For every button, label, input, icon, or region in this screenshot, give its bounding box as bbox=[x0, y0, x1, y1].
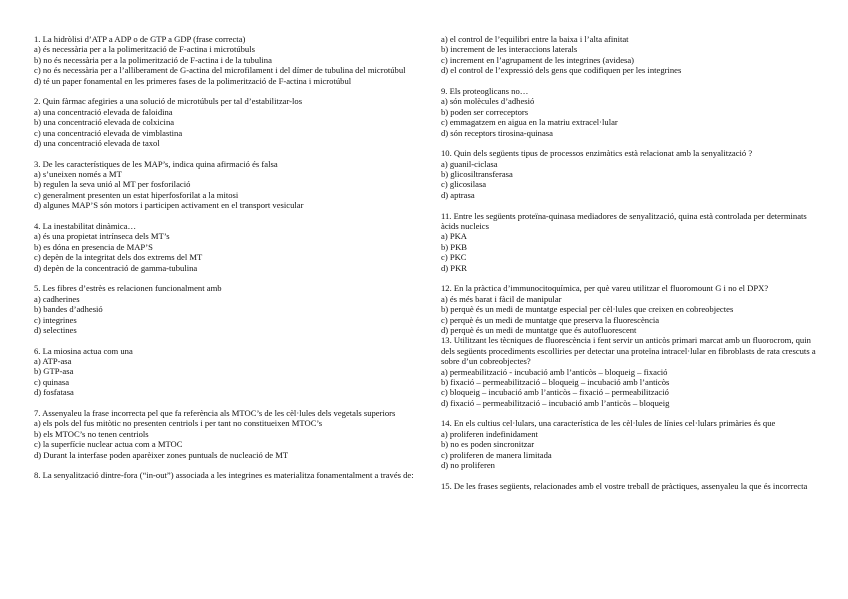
answer-option: d) Durant la interfase poden aparèixer zones puntuals de nucleació de MT bbox=[34, 449, 289, 460]
question-block bbox=[34, 221, 424, 273]
answer-option: c) glicosilasa bbox=[441, 179, 487, 190]
answer-option: d) fosfatasa bbox=[34, 387, 74, 398]
question-stem: 9. Els proteoglicans no… bbox=[441, 85, 529, 96]
question-block bbox=[441, 335, 819, 408]
answer-option: c) increment en l’agrupament de les integrines (avidesa) bbox=[441, 54, 635, 65]
question-stem: 8. La senyalització dintre-fora (“in-out”) associada a les integrines es materialitza fonamentalment a través de: bbox=[34, 470, 414, 481]
answer-option: b) fixació – permeabilització – bloqueig – incubació amb l’anticòs bbox=[441, 376, 670, 387]
answer-option: d) el control de l’expressió dels gens que codifiquen per les integrines bbox=[441, 65, 682, 76]
answer-option: c) perquè és un medi de muntatge que preserva la fluorescència bbox=[441, 314, 660, 325]
answer-option: d) PKR bbox=[441, 262, 468, 273]
question-block bbox=[34, 96, 424, 148]
answer-option: c) depèn de la integritat dels dos extrems del MT bbox=[34, 252, 203, 263]
question-stem: 2. Quin fàrmac afegiries a una solució de microtúbuls per tal d’estabilitzar-los bbox=[34, 96, 303, 107]
answer-option: b) regulen la seva unió al MT per fosforilació bbox=[34, 179, 191, 190]
answer-option: b) els MTOC’s no tenen centriols bbox=[34, 428, 149, 439]
answer-option: a) permeabilització - incubació amb l’anticòs – bloqueig – fixació bbox=[441, 366, 668, 377]
answer-option: d) selectines bbox=[34, 324, 77, 335]
answer-option: a) ATP-asa bbox=[34, 356, 72, 367]
question-block bbox=[441, 283, 819, 335]
question-stem: 6. La miosina actua com una bbox=[34, 345, 133, 356]
question-block bbox=[441, 34, 819, 76]
answer-option: c) emmagatzem en aigua en la matriu extracel·lular bbox=[441, 117, 618, 128]
answer-option: b) glicosiltransferasa bbox=[441, 169, 513, 180]
answer-option: d) no proliferen bbox=[441, 460, 495, 471]
question-stem: 1. La hidròlisi d’ATP a ADP o de GTP a GDP (frase correcta) bbox=[34, 34, 246, 44]
answer-option: b) bandes d’adhesió bbox=[34, 304, 103, 315]
answer-option: a) els pols del fus mitòtic no presenten centriols i per tant no constitueixen MTOC’s bbox=[34, 418, 323, 429]
answer-option: d) una concentració elevada de taxol bbox=[34, 137, 160, 148]
question-block bbox=[441, 418, 819, 470]
question-stem: 13. Utilitzant les tècniques de fluorescència i fent servir un anticòs primari marcat amb un fluorocrom, quin dels següents procediments escolliries per detectar una proteïna intracel·lular en fibroblasts de rata crescuts a sobre d’un cobreobjectes? bbox=[441, 335, 816, 367]
question-block bbox=[34, 408, 424, 460]
answer-option: a) s’uneixen només a MT bbox=[34, 169, 122, 180]
question-block bbox=[34, 346, 424, 398]
answer-option: b) es dóna en presencia de MAP’S bbox=[34, 241, 153, 252]
answer-option: d) algunes MAP’S són motors i participen activament en el transport vesicular bbox=[34, 200, 304, 211]
question-block bbox=[34, 159, 424, 211]
question-stem: 4. La inestabilitat dinàmica… bbox=[34, 220, 137, 231]
answer-option: b) GTP-asa bbox=[34, 366, 74, 377]
answer-option: c) no és necessària per a l’alliberament de G-actina del microfilament i del dímer de tubulina del microtúbul bbox=[34, 65, 406, 76]
answer-option: c) la superfície nuclear actua com a MTOC bbox=[34, 439, 183, 450]
answer-option: b) increment de les interaccions laterals bbox=[441, 44, 578, 55]
answer-option: a) PKA bbox=[441, 231, 468, 242]
answer-option: b) no és necessària per a la polimerització de F-actina i de la tubulina bbox=[34, 54, 272, 65]
question-block bbox=[441, 148, 819, 200]
answer-option: b) no es poden sincronitzar bbox=[441, 439, 535, 450]
answer-option: a) el control de l’equilibri entre la baixa i l’alta afinitat bbox=[441, 34, 629, 44]
answer-option: a) proliferen indefinidament bbox=[441, 428, 538, 439]
answer-option: d) són receptors tirosina-quinasa bbox=[441, 127, 553, 138]
question-stem: 15. De les frases següents, relacionades amb el vostre treball de pràctiques, assenyaleu la que és incorrecta bbox=[441, 480, 808, 491]
question-block bbox=[34, 470, 424, 480]
question-stem: 12. En la pràctica d’immunocitoquímica, per què vareu utilitzar el fluoromount G i no el DPX? bbox=[441, 283, 769, 294]
answer-option: a) guanil-ciclasa bbox=[441, 158, 498, 169]
answer-option: a) és una propietat intrínseca dels MT’s bbox=[34, 231, 170, 242]
question-stem: 5. Les fibres d’estrès es relacionen funcionalment amb bbox=[34, 283, 222, 294]
answer-option: c) quinasa bbox=[34, 376, 70, 387]
answer-option: a) és necessària per a la polimerització de F-actina i microtúbuls bbox=[34, 44, 255, 55]
answer-option: c) proliferen de manera limitada bbox=[441, 449, 552, 460]
answer-option: c) integrines bbox=[34, 314, 77, 325]
question-stem: 7. Assenyaleu la frase incorrecta pel que fa referència als MTOC’s de les cèl·lules dels vegetals superiors bbox=[34, 407, 396, 418]
answer-option: c) bloqueig – incubació amb l’anticòs – fixació – permeabilització bbox=[441, 387, 669, 398]
answer-option: a) una concentració elevada de faloidina bbox=[34, 106, 173, 117]
answer-option: d) perquè és un medi de muntatge que és autofluorescent bbox=[441, 324, 637, 335]
answer-option: d) fixació – permeabilització – incubació amb l’anticòs – bloqueig bbox=[441, 397, 670, 408]
answer-option: c) PKC bbox=[441, 252, 467, 263]
answer-option: a) és més barat i fàcil de manipular bbox=[441, 293, 562, 304]
question-stem: 11. Entre les següents proteïna-quinasa mediadores de senyalització, quina està controlada per determinats àcids nucleics bbox=[441, 210, 807, 231]
answer-option: c) generalment presenten un estat hiperfosforilat a la mitosi bbox=[34, 189, 239, 200]
answer-option: b) PKB bbox=[441, 241, 468, 252]
question-block bbox=[34, 283, 424, 335]
answer-option: d) té un paper fonamental en les primeres fases de la polimerització de F-actina i microtúbul bbox=[34, 75, 352, 86]
answer-option: b) poden ser correceptors bbox=[441, 106, 529, 117]
answer-option: a) cadherines bbox=[34, 293, 80, 304]
answer-option: b) perquè és un medi de muntatge especial per cèl·lules que creixen en cobreobjectes bbox=[441, 304, 734, 315]
question-stem: 10. Quin dels següents tipus de processos enzimàtics està relacionat amb la senyalització ? bbox=[441, 148, 753, 159]
answer-option: a) són molècules d’adhesió bbox=[441, 96, 535, 107]
answer-option: d) aptrasa bbox=[441, 189, 475, 200]
right-column bbox=[441, 34, 819, 502]
answer-option: d) depèn de la concentració de gamma-tubulina bbox=[34, 262, 198, 273]
question-stem: 3. De les característiques de les MAP’s, indica quina afirmació és falsa bbox=[34, 158, 278, 169]
question-block bbox=[441, 211, 819, 273]
question-block bbox=[441, 481, 819, 491]
question-block bbox=[34, 34, 424, 86]
answer-option: c) una concentració elevada de vimblastina bbox=[34, 127, 183, 138]
question-stem: 14. En els cultius cel·lulars, una característica de les cèl·lules de línies cel·lulars primàries és que bbox=[441, 418, 776, 429]
question-block bbox=[441, 86, 819, 138]
answer-option: b) una concentració elevada de colxicina bbox=[34, 117, 175, 128]
left-column bbox=[34, 34, 424, 491]
